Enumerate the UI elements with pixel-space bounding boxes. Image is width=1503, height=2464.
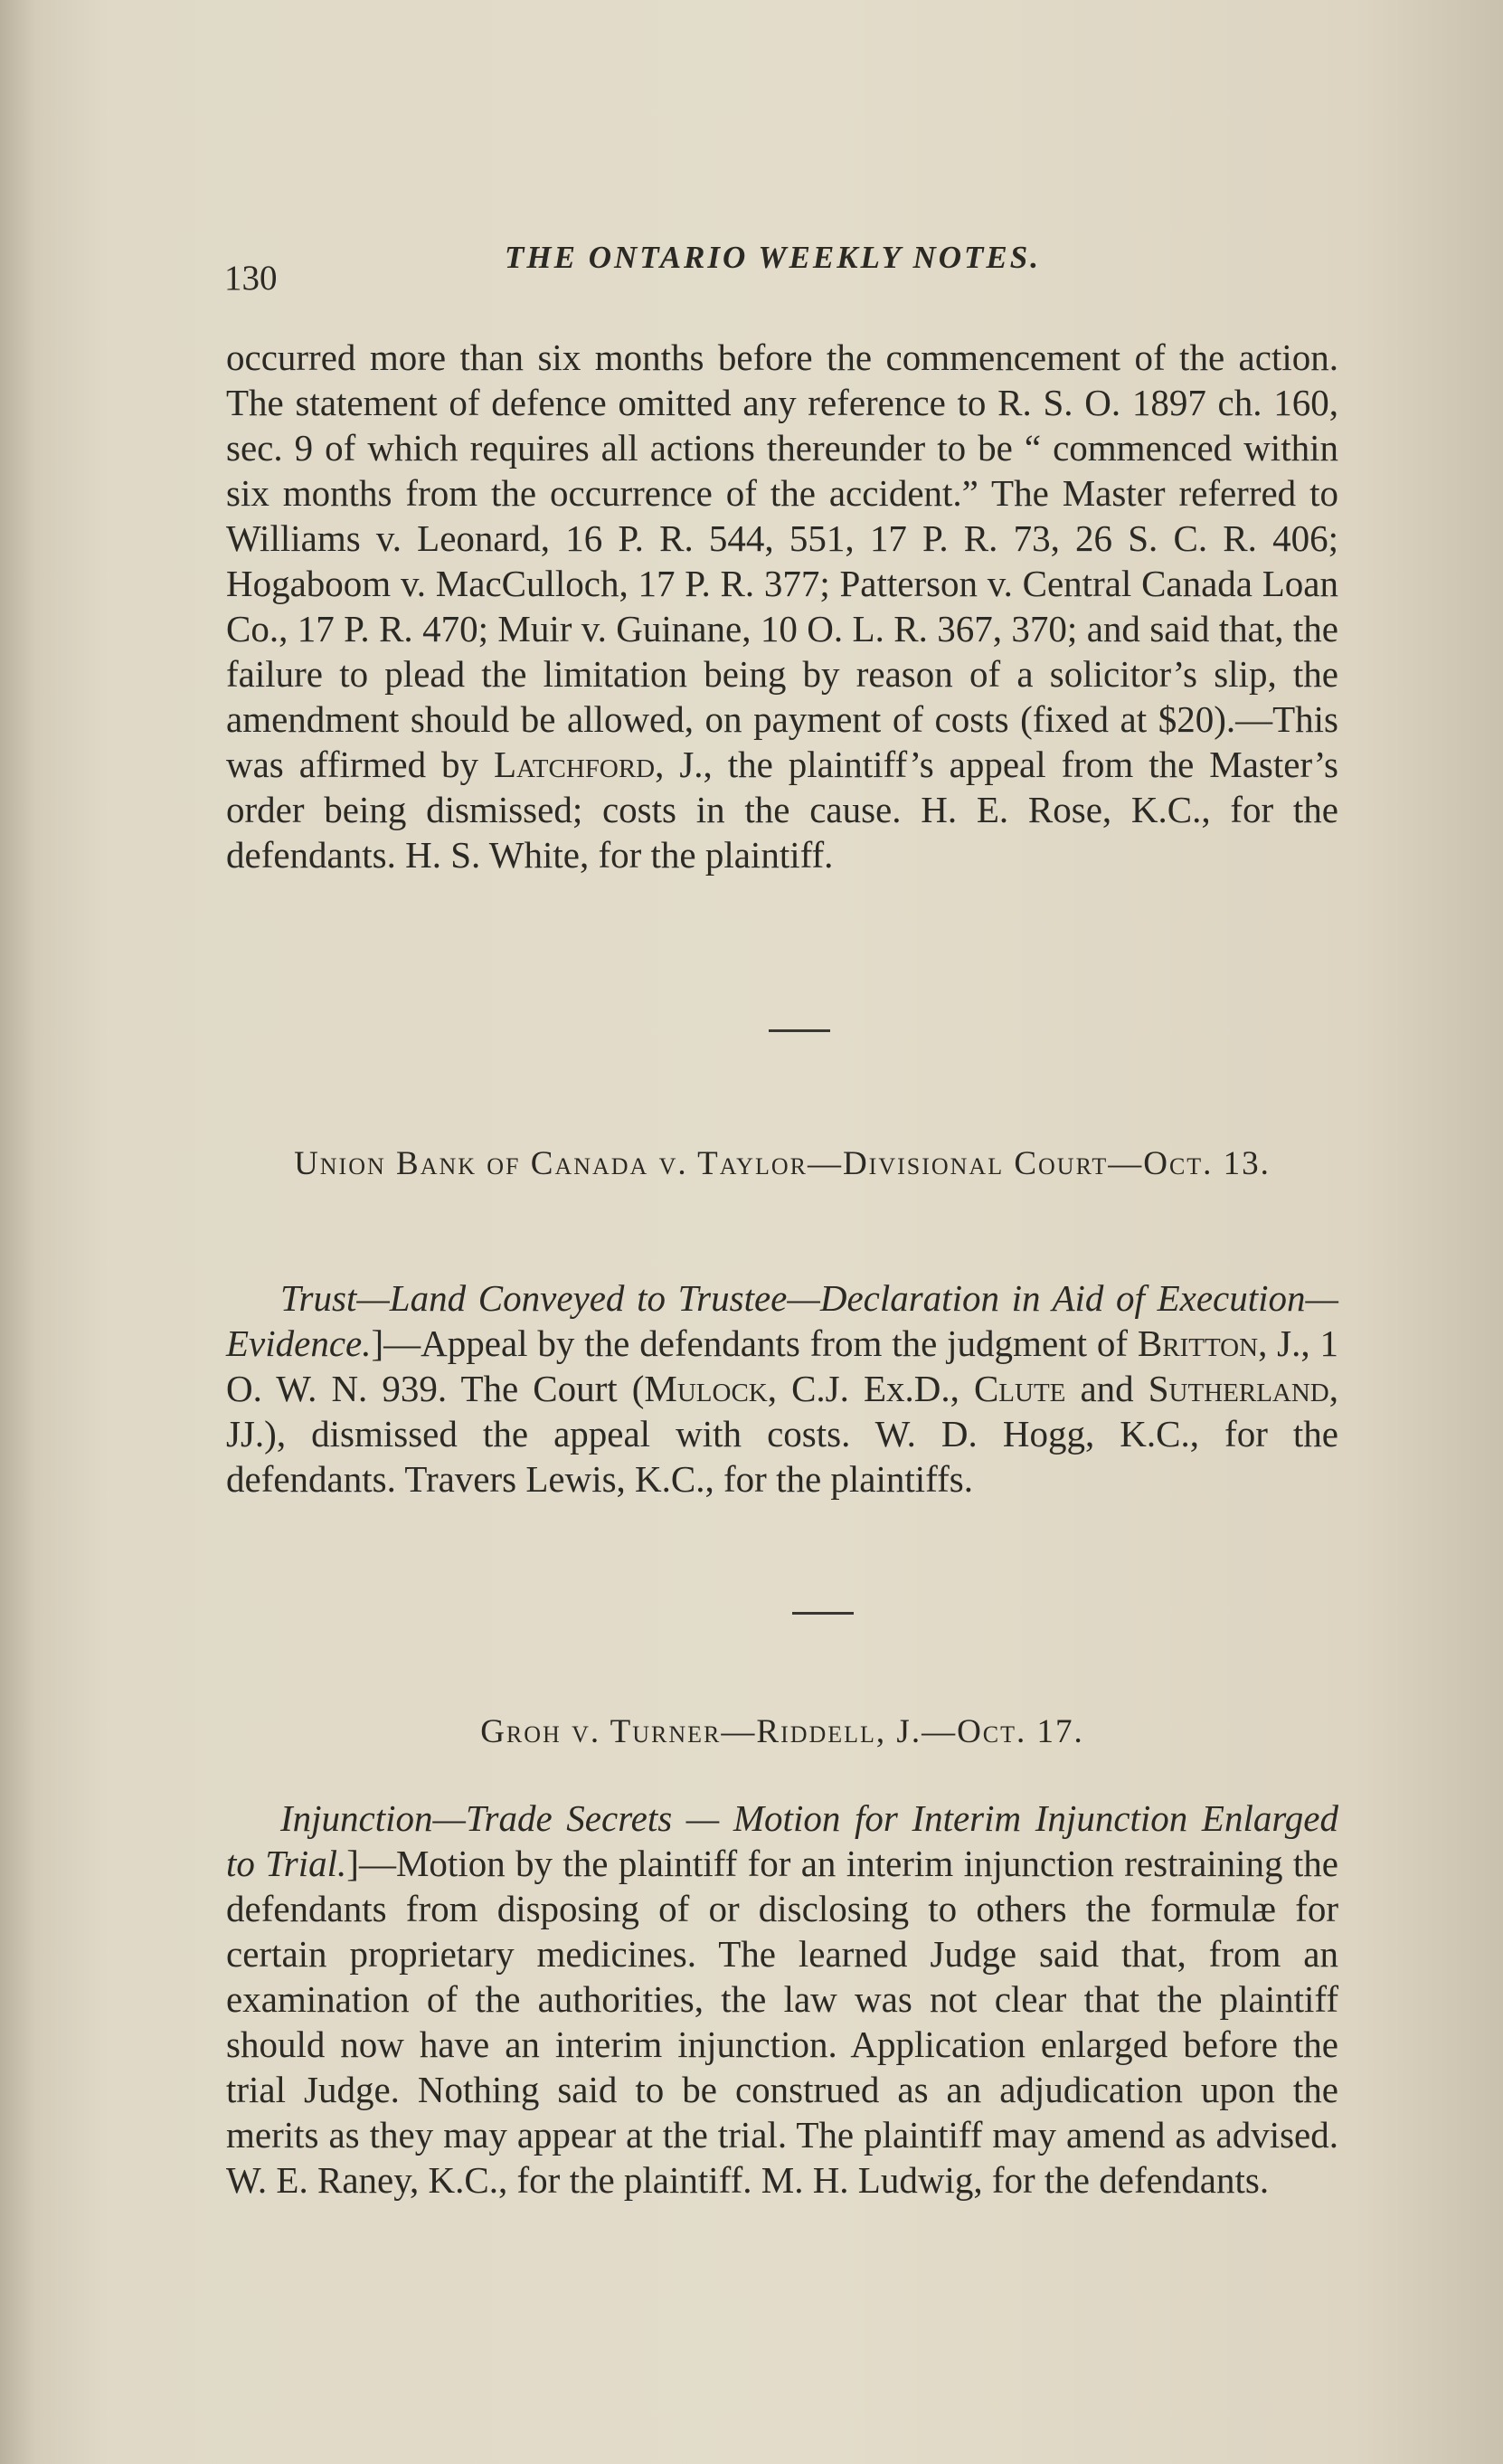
case1-body: occurred more than six months before the commencement of the action. The statement of defence omitted any reference to R. S. O. 1897 ch. 160, sec. 9 of which requires all actions thereunder to be “ commenced within six months from the occurrence of the accident.” The Master referred to Williams v. Leonard, 16 P. R. 544, 551, 17 P. R. 73, 26 S. C. R. 406; Hogaboom v. MacCulloch, 17 P. R. 377; Patterson v. Central Canada Loan Co., 17 P. R. 470; Muir v. Guinane, 10 O. L. R. 367, 370; and said that, the failure to plead the limitation being by reason of a solicitor’s slip, the amendment should be allowed, on payment of costs (fixed at $20).—This was affirmed by bbox=[226, 336, 1338, 785]
case2-text-a: ]—Appeal by the defendants from the judgment of bbox=[371, 1322, 1138, 1364]
case2-judge-mulock: Mulock bbox=[644, 1368, 768, 1409]
case2-title: Union Bank of Canada v. Taylor—Divisional Court—Oct. 13. bbox=[294, 1145, 1271, 1182]
case2-catchwords: Trust—Land Conveyed to Trustee—Declaration in Aid of Execution—Evidence. bbox=[226, 1277, 1338, 1364]
case2-judge-sutherland: Sutherland bbox=[1148, 1368, 1329, 1409]
case3-text: ]—Motion by the plaintiff for an interim injunction restraining the defendants from disposing of or disclosing to others the formulæ for certain proprietary medicines. The learned Judge said that, from an examination of the authorities, the law was not clear that the plaintiff should now have an interim injunction. Application enlarged before the trial Judge. Nothing said to be construed as an adjudication upon the merits as they may appear at the trial. The plaintiff may amend as advised. W. E. Raney, K.C., for the plaintiff. M. H. Ludwig, for the defendants. bbox=[226, 1843, 1338, 2201]
case3-paragraph bbox=[226, 1796, 1338, 2203]
case2-judge-clute: Clute bbox=[973, 1368, 1066, 1409]
page-number: 130 bbox=[224, 259, 278, 298]
page-header bbox=[224, 240, 1328, 298]
case2-text-c: , C.J. Ex.D., bbox=[767, 1368, 974, 1409]
divider-1 bbox=[769, 1029, 830, 1032]
case2-text-b: , J., 1 O. W. N. 939. The Court ( bbox=[226, 1322, 1338, 1409]
case2-text-d: and bbox=[1065, 1368, 1149, 1409]
case2-judge-britton: Britton bbox=[1137, 1322, 1259, 1364]
case3-title: Groh v. Turner—Riddell, J.—Oct. 17. bbox=[480, 1713, 1084, 1750]
case1-body-end: , J., the plaintiff’s appeal from the Master’s order being dismissed; costs in the cause. H. E. Rose, K.C., for the defendants. H. S. White, for the plaintiff. bbox=[226, 744, 1338, 876]
running-title: THE ONTARIO WEEKLY NOTES. bbox=[505, 240, 1041, 275]
divider-2 bbox=[792, 1612, 854, 1615]
case3-section bbox=[226, 1796, 1338, 2203]
case3-catchwords: Injunction—Trade Secrets — Motion for Interim Injunction Enlarged to Trial. bbox=[226, 1797, 1338, 1884]
case1-paragraph bbox=[226, 335, 1338, 877]
case2-paragraph bbox=[226, 1275, 1338, 1502]
case2-section bbox=[226, 1275, 1338, 1502]
case2-text-e: , JJ.), dismissed the appeal with costs. W. D. Hogg, K.C., for the defendants. Travers Lewis, K.C., for the plaintiffs. bbox=[226, 1368, 1338, 1500]
case1-section bbox=[226, 335, 1338, 877]
case1-judge-name: Latchford bbox=[494, 744, 656, 785]
